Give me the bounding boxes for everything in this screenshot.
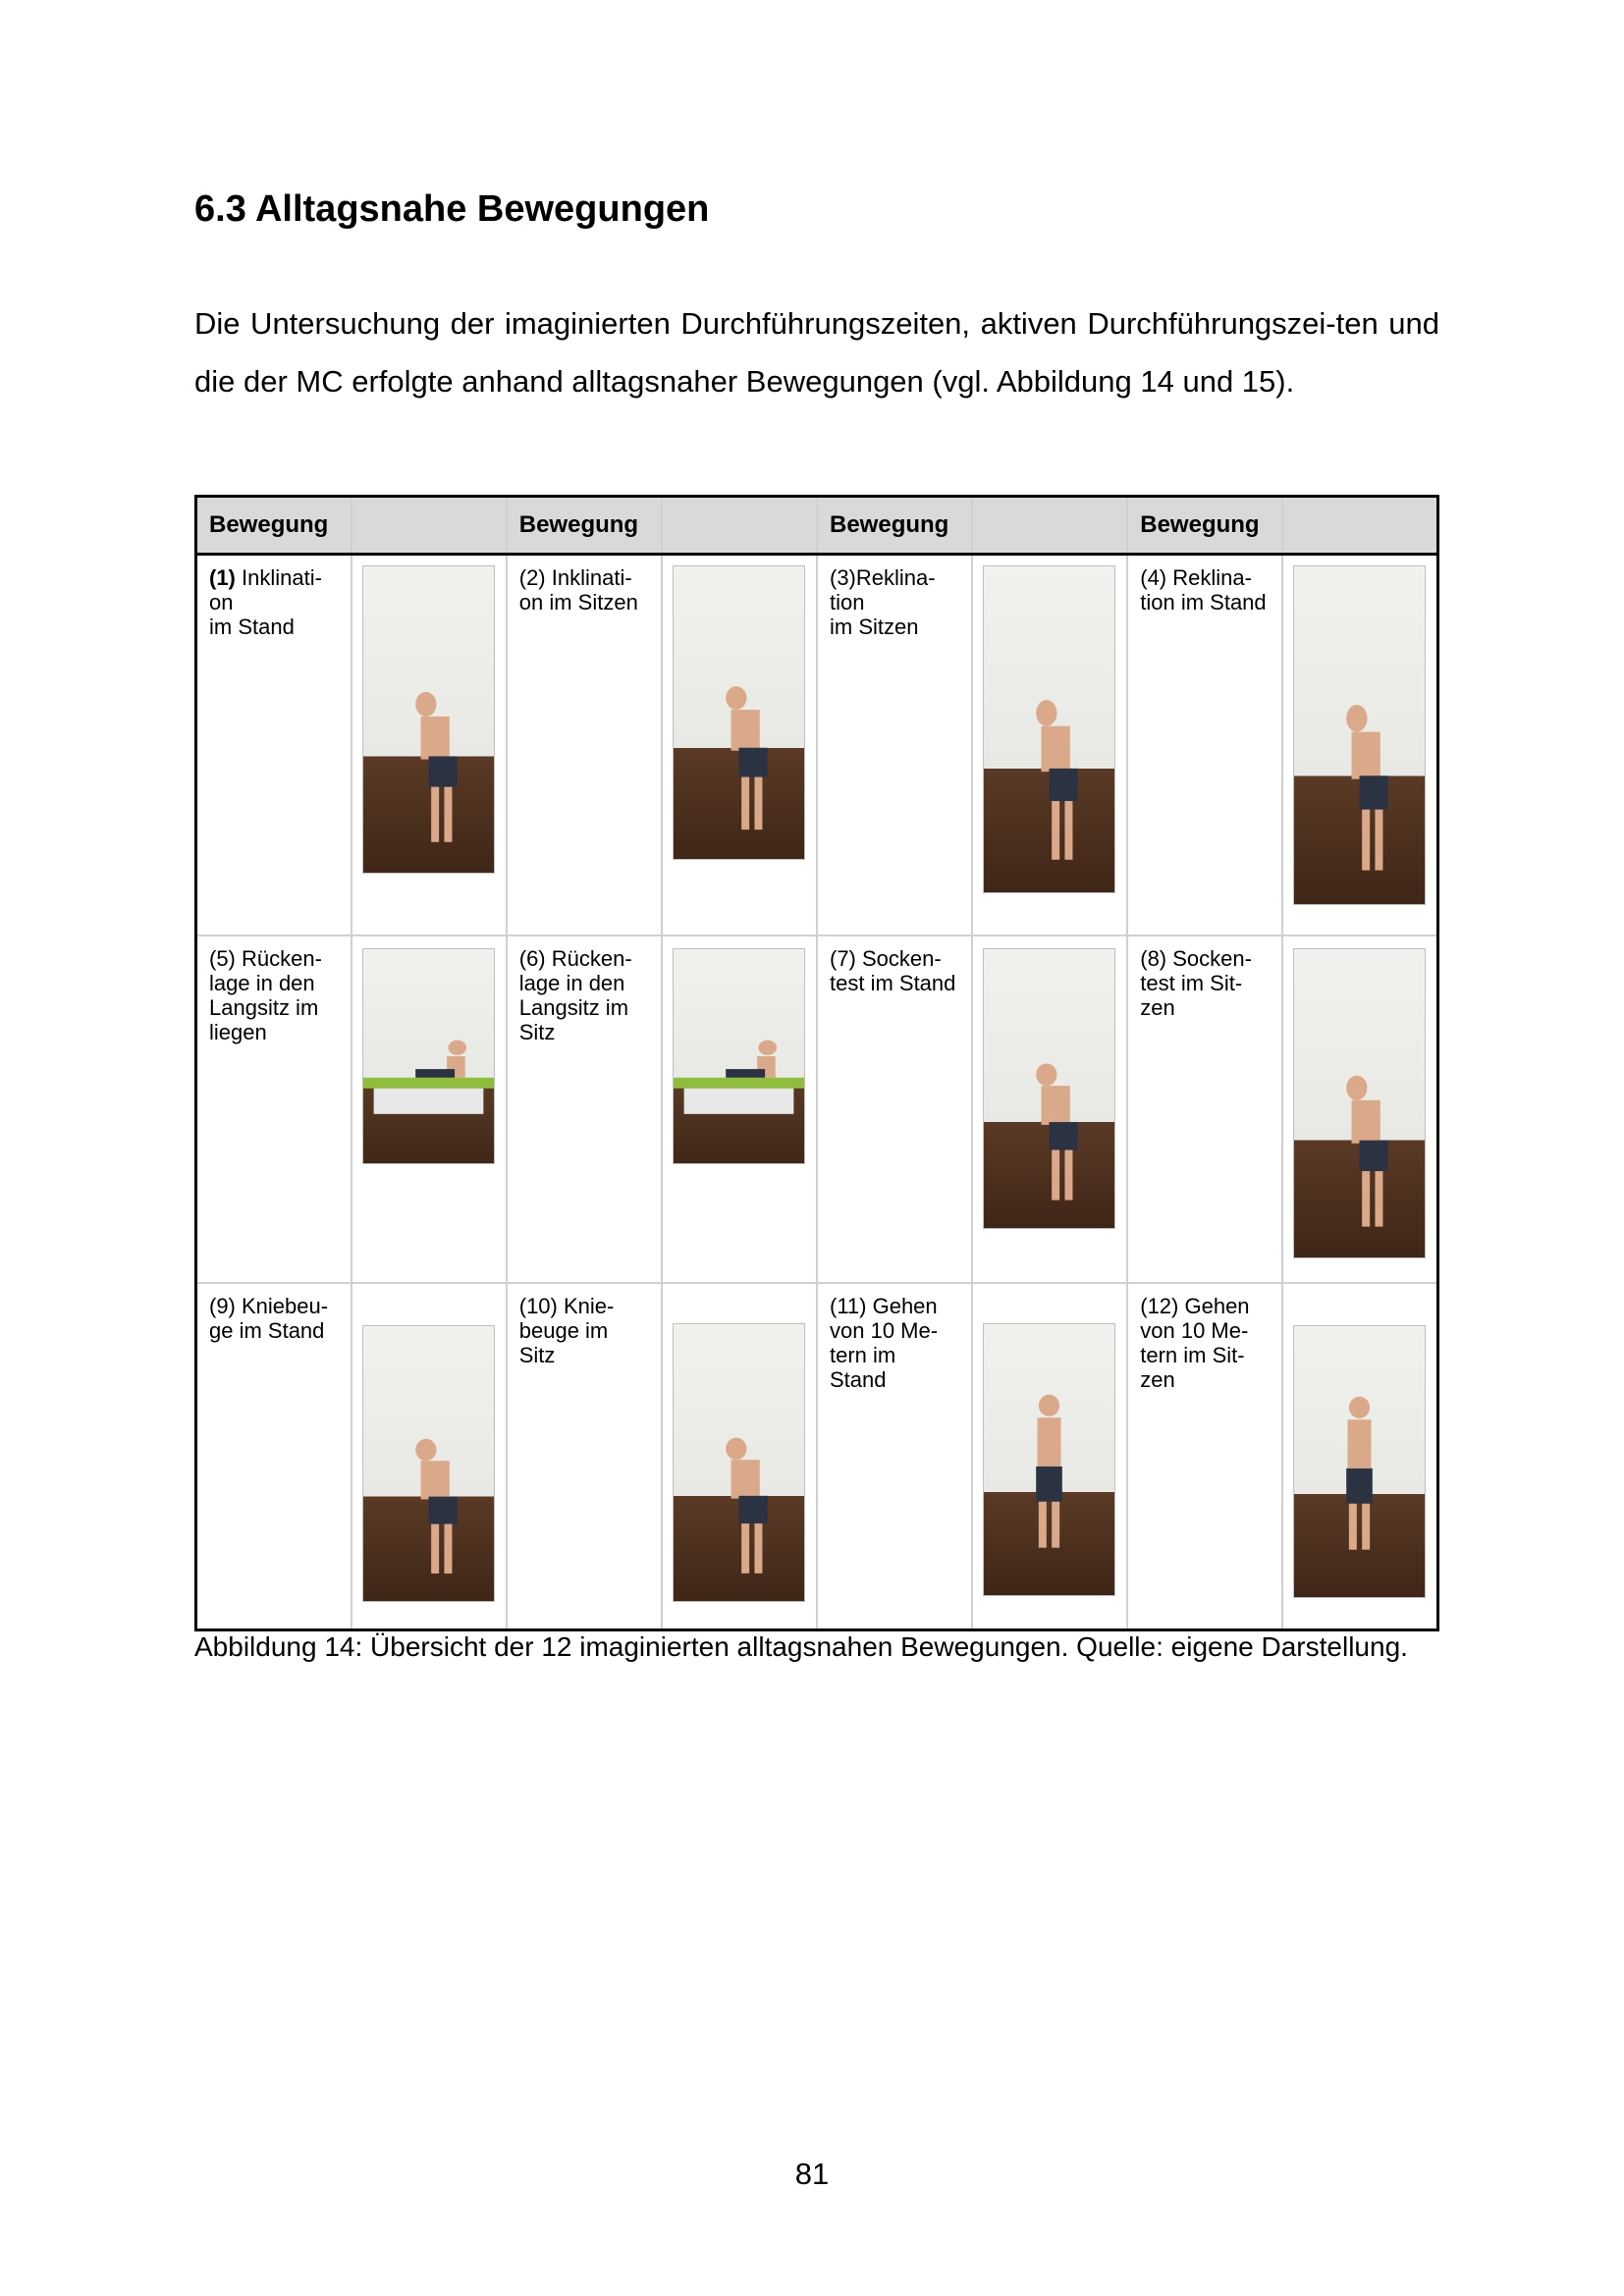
- movement-label: [818, 1284, 971, 1392]
- movement-label: [1128, 556, 1281, 614]
- movement-label: [197, 1284, 351, 1343]
- table-row: [196, 555, 1438, 935]
- movement-photo-cell: [352, 555, 507, 935]
- movement-text: (11) Gehen von 10 Me- tern im Stand: [830, 1293, 939, 1392]
- header-empty-4: [1282, 497, 1437, 555]
- squat-standing-photo: [362, 1325, 495, 1602]
- movement-text: (8) Socken- test im Sit- zen: [1140, 945, 1252, 1020]
- header-empty-1: [352, 497, 507, 555]
- movement-label-cell: [507, 555, 662, 935]
- sock-test-standing-photo: [983, 948, 1115, 1229]
- header-bewegung-4: Bewegung: [1127, 497, 1282, 555]
- seated-forward-bend-photo: [673, 565, 805, 860]
- header-bewegung-1: Bewegung: [196, 497, 352, 555]
- movement-text: (7) Socken- test im Stand: [830, 945, 956, 995]
- movement-label: [1128, 1284, 1281, 1392]
- movement-text: Inklinati- on im Stand: [209, 565, 322, 639]
- movement-label: [197, 936, 351, 1044]
- movement-label: [818, 556, 971, 639]
- movement-photo-cell: [352, 935, 507, 1283]
- intro-paragraph: Die Untersuchung der imaginierten Durchführungszeiten, aktiven Durchführungszei-ten und die der MC erfolgte anhand alltagsnaher Bewegungen (vgl. Abbildung 14 und 15).: [194, 306, 1439, 399]
- movement-label-cell: [196, 935, 352, 1283]
- table-header-row: [196, 497, 1438, 555]
- movement-photo-cell: [662, 935, 817, 1283]
- movement-text: (5) Rücken- lage in den Langsitz im liegen: [209, 945, 322, 1044]
- movement-label-cell: [817, 935, 972, 1283]
- movement-photo-cell: [972, 935, 1127, 1283]
- movement-label: [508, 936, 661, 1044]
- movement-text: (2) Inklinati- on im Sitzen: [518, 565, 638, 614]
- seated-backward-bend-photo: [983, 565, 1115, 893]
- section-heading: 6.3 Alltagsnahe Bewegungen: [194, 188, 710, 230]
- movement-text: (9) Kniebeu- ge im Stand: [209, 1293, 329, 1343]
- movement-photo-cell: [972, 555, 1127, 935]
- standing-forward-bend-photo: [362, 565, 495, 874]
- movement-label-cell: [1127, 935, 1282, 1283]
- movement-label: [508, 556, 661, 614]
- sock-test-seated-photo: [1293, 948, 1426, 1258]
- movement-label-cell: [1127, 555, 1282, 935]
- header-empty-3: [972, 497, 1127, 555]
- table-row: [196, 1283, 1438, 1630]
- movement-number: (1): [209, 565, 236, 590]
- figure-caption: Abbildung 14: Übersicht der 12 imaginierten alltagsnahen Bewegungen. Quelle: eigene Darstellung.: [194, 1631, 1408, 1662]
- movements-table: [194, 495, 1439, 1631]
- movement-text: (12) Gehen von 10 Me- tern im Sit- zen: [1140, 1293, 1250, 1392]
- movement-photo-cell: [1282, 555, 1437, 935]
- movement-label-cell: [507, 1283, 662, 1630]
- movement-label: [508, 1284, 661, 1367]
- movement-label-cell: [507, 935, 662, 1283]
- movement-label-cell: [1127, 1283, 1282, 1630]
- movement-label: [818, 936, 971, 995]
- page-number: 81: [794, 2157, 830, 2191]
- movement-photo-cell: [1282, 935, 1437, 1283]
- walking-seated-photo: [1293, 1325, 1426, 1598]
- movement-label: [1128, 936, 1281, 1020]
- movement-label-cell: [817, 555, 972, 935]
- movement-photo-cell: [662, 555, 817, 935]
- movement-text: (4) Reklina- tion im Stand: [1140, 565, 1267, 614]
- table-row: [196, 935, 1438, 1283]
- squat-seated-photo: [673, 1323, 805, 1602]
- movement-label: [197, 556, 351, 639]
- movement-label-cell: [817, 1283, 972, 1630]
- movement-photo-cell: [1282, 1283, 1437, 1630]
- movement-label-cell: [196, 555, 352, 935]
- movement-label-cell: [196, 1283, 352, 1630]
- supine-to-long-sit-photo: [362, 948, 495, 1164]
- header-bewegung-2: Bewegung: [507, 497, 662, 555]
- movement-photo-cell: [972, 1283, 1127, 1630]
- supine-to-long-sit-seated-photo: [673, 948, 805, 1164]
- movement-photo-cell: [662, 1283, 817, 1630]
- movement-text: (6) Rücken- lage in den Langsitz im Sitz: [518, 945, 632, 1044]
- movement-text: (10) Knie- beuge im Sitz: [518, 1293, 615, 1367]
- standing-backward-bend-photo: [1293, 565, 1426, 905]
- header-bewegung-3: Bewegung: [817, 497, 972, 555]
- movement-text: (3)Reklina- tion im Sitzen: [830, 565, 936, 639]
- header-empty-2: [662, 497, 817, 555]
- movement-photo-cell: [352, 1283, 507, 1630]
- walking-standing-photo: [983, 1323, 1115, 1596]
